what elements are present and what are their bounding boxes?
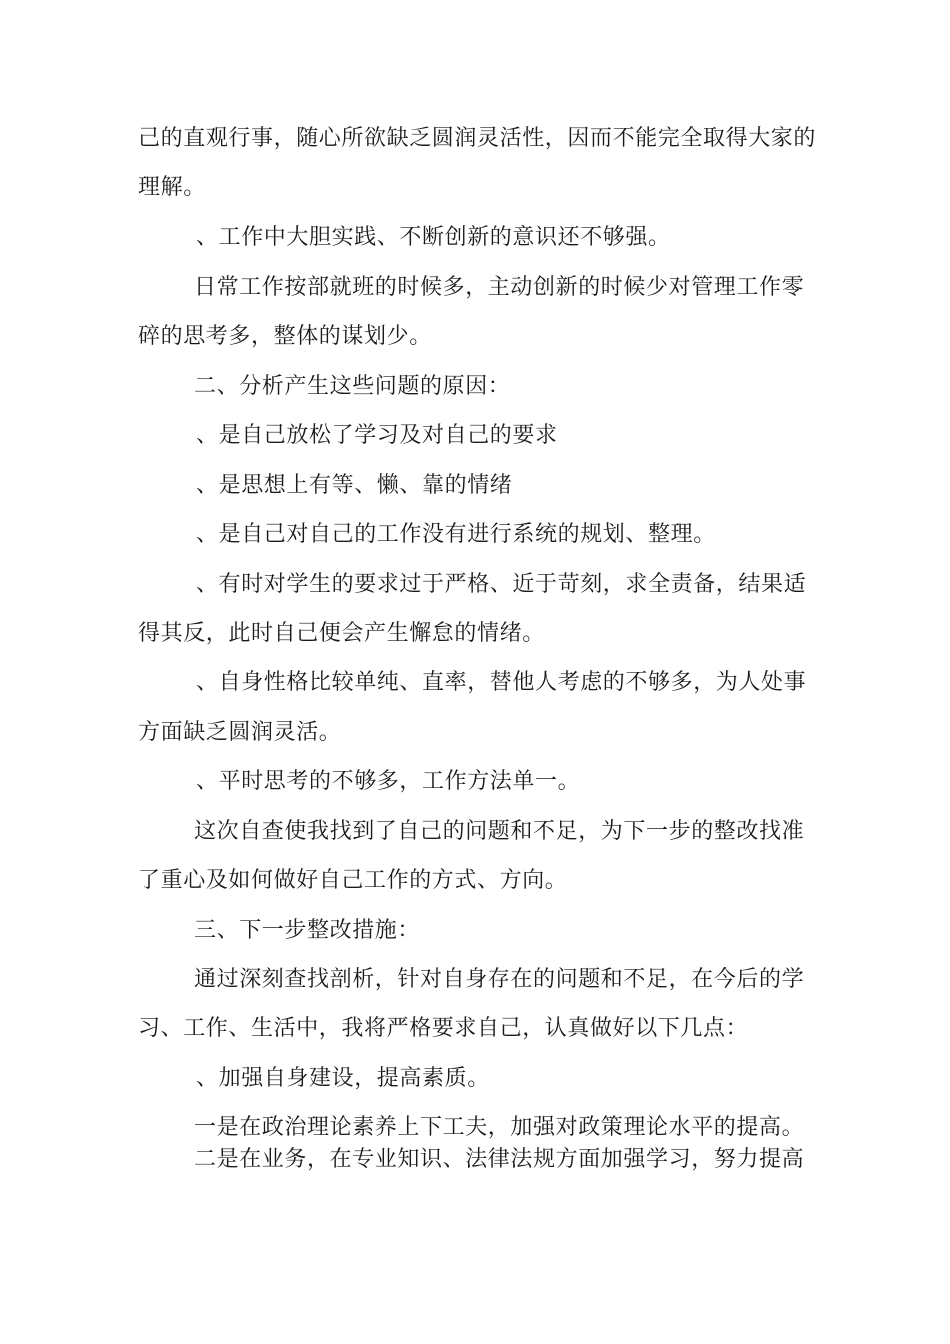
text-line: 己的直观行事，随心所欲缺乏圆润灵活性，因而不能完全取得大家的: [138, 126, 817, 151]
text-line: 二是在业务，在专业知识、法律法规方面加强学习，努力提高: [194, 1147, 805, 1172]
text-line: 这次自查使我找到了自己的问题和不足，为下一步的整改找准: [194, 819, 805, 844]
text-line: 、加强自身建设，提高素质。: [196, 1066, 490, 1091]
section-heading: 二、分析产生这些问题的原因：: [194, 374, 511, 399]
text-line: 习、工作、生活中，我将严格要求自己，认真做好以下几点：: [138, 1016, 749, 1041]
text-line: 通过深刻查找剖析，针对自身存在的问题和不足，在今后的学: [194, 967, 805, 992]
text-line: 了重心及如何做好自己工作的方式、方向。: [138, 868, 568, 893]
text-line: 得其反，此时自己便会产生懈怠的情绪。: [138, 621, 545, 646]
text-line: 、是思想上有等、懒、靠的情绪: [196, 473, 513, 498]
text-line: 理解。: [138, 175, 206, 200]
text-line: 、平时思考的不够多，工作方法单一。: [196, 769, 581, 794]
text-line: 、是自己对自己的工作没有进行系统的规划、整理。: [196, 522, 716, 547]
text-line: 碎的思考多，整体的谋划少。: [138, 324, 432, 349]
text-line: 、自身性格比较单纯、直率，替他人考虑的不够多，为人处事: [196, 670, 807, 695]
section-heading: 三、下一步整改措施：: [194, 918, 421, 943]
text-line: 、工作中大胆实践、不断创新的意识还不够强。: [196, 225, 671, 250]
text-line: 、是自己放松了学习及对自己的要求: [196, 423, 558, 448]
text-line: 日常工作按部就班的时候多，主动创新的时候少对管理工作零: [194, 275, 805, 300]
text-line: 、有时对学生的要求过于严格、近于苛刻，求全责备，结果适: [196, 572, 807, 597]
text-line: 一是在政治理论素养上下工夫，加强对政策理论水平的提高。: [194, 1115, 805, 1140]
text-line: 方面缺乏圆润灵活。: [138, 720, 342, 745]
